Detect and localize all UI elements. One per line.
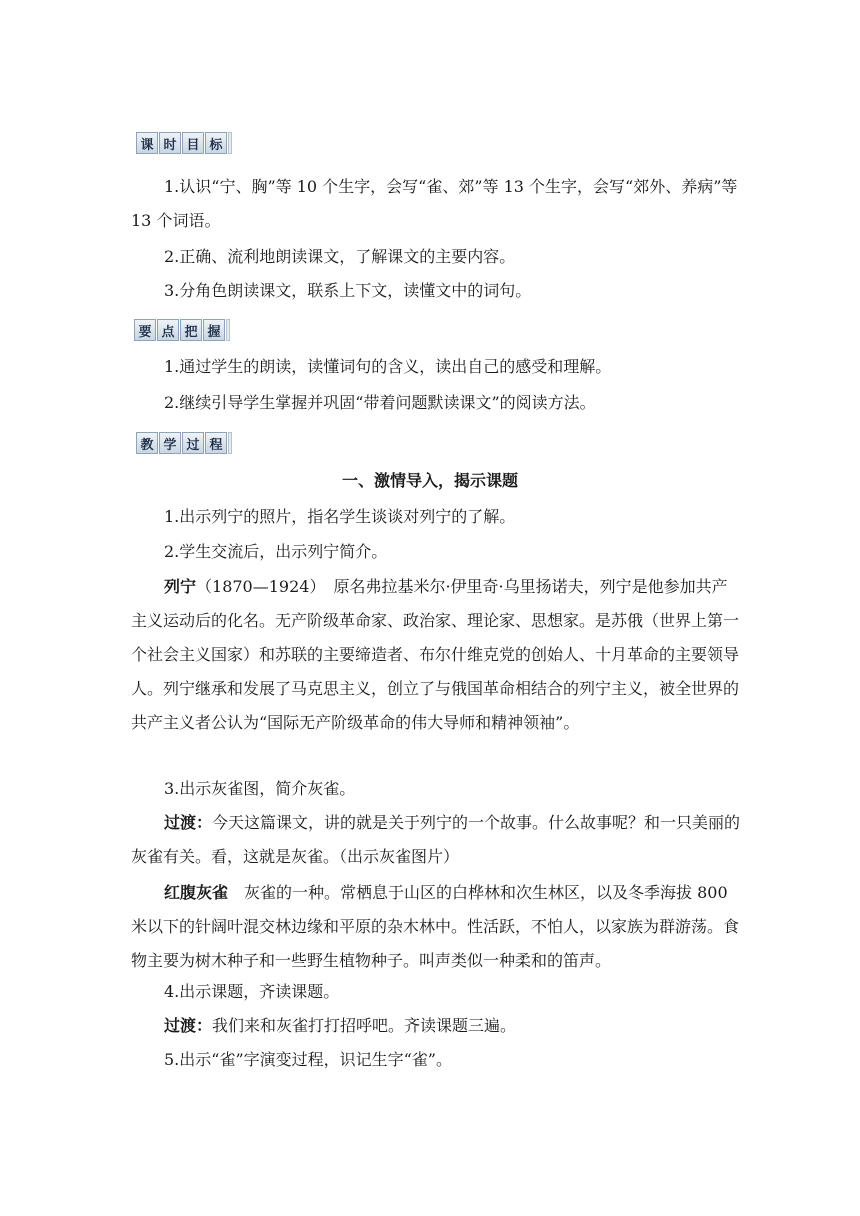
badge-tail — [226, 319, 230, 341]
badge-char: 教 — [136, 432, 158, 454]
goal-3: 3.分角色朗读课文，联系上下文，读懂文中的词句。 — [164, 281, 532, 300]
lenin-term: 列宁 — [164, 577, 197, 596]
step-4: 4.出示课题，齐读课题。 — [164, 982, 340, 1001]
step-3: 3.出示灰雀图，简介灰雀。 — [164, 779, 356, 798]
transition-1 — [131, 806, 741, 874]
step-5: 5.出示“雀”字演变过程，识记生字“雀”。 — [164, 1050, 452, 1069]
badge-char: 学 — [159, 432, 181, 454]
goal-2: 2.正确、流利地朗读课文，了解课文的主要内容。 — [164, 247, 516, 266]
badge-key-points — [134, 319, 230, 341]
badge-tail — [228, 432, 232, 454]
keypoint-1: 1.通过学生的朗读，读懂词句的含义，读出自己的感受和理解。 — [164, 357, 612, 376]
bird-term: 红腹灰雀 — [164, 883, 229, 902]
badge-char: 点 — [157, 319, 179, 341]
badge-char: 标 — [205, 132, 227, 154]
badge-char: 程 — [205, 432, 227, 454]
badge-char: 课 — [136, 132, 158, 154]
badge-char: 过 — [182, 432, 204, 454]
transition-2 — [131, 1009, 741, 1043]
badge-tail — [228, 132, 232, 154]
step-2: 2.学生交流后，出示列宁简介。 — [164, 542, 388, 561]
bird-text: 灰雀的一种。常栖息于山区的白桦林和次生林区，以及冬季海拔 800 米以下的针阔叶混交林边缘和平原的杂木林中。性活跃，不怕人，以家族为群游荡。食物主要为树木种子和一些野生植物种子。叫声类似一种柔和的笛声。 — [131, 883, 740, 970]
badge-char: 把 — [180, 319, 202, 341]
transition-text: 我们来和灰雀打打招呼吧。齐读课题三遍。 — [212, 1016, 517, 1035]
goal-1: 1.认识“宁、胸”等 10 个生字，会写“雀、郊”等 13 个生字，会写“郊外、养病”等 13 个词语。 — [131, 177, 738, 230]
badge-char: 握 — [203, 319, 225, 341]
badge-char: 时 — [159, 132, 181, 154]
section-heading: 一、激情导入，揭示课题 — [341, 471, 518, 490]
badge-char: 目 — [182, 132, 204, 154]
badge-lesson-goals — [136, 132, 232, 154]
transition-label: 过渡： — [164, 1016, 213, 1035]
step-1: 1.出示列宁的照片，指名学生谈谈对列宁的了解。 — [164, 507, 516, 526]
lenin-intro — [131, 570, 741, 740]
transition-text: 今天这篇课文，讲的就是关于列宁的一个故事。什么故事呢？和一只美丽的灰雀有关。看，这就是灰雀。（出示灰雀图片） — [131, 813, 741, 866]
keypoint-2: 2.继续引导学生掌握并巩固“带着问题默读课文”的阅读方法。 — [164, 393, 596, 412]
badge-teaching-process — [136, 432, 232, 454]
badge-char: 要 — [134, 319, 156, 341]
transition-label: 过渡： — [164, 813, 213, 832]
lenin-text: （1870—1924） 原名弗拉基米尔·伊里奇·乌里扬诺夫，列宁是他参加共产主义运动后的化名。无产阶级革命家、政治家、理论家、思想家。是苏俄（世界上第一个社会主义国家）和苏联的主要缔造者、布尔什维克党的创始人、十月革命的主要领导人。列宁继承和发展了马克思主义，创立了与俄国革命相结合的列宁主义，被全世界的共产主义者公认为“国际无产阶级革命的伟大导师和精神领袖”。 — [131, 577, 740, 732]
bird-intro — [131, 876, 741, 978]
